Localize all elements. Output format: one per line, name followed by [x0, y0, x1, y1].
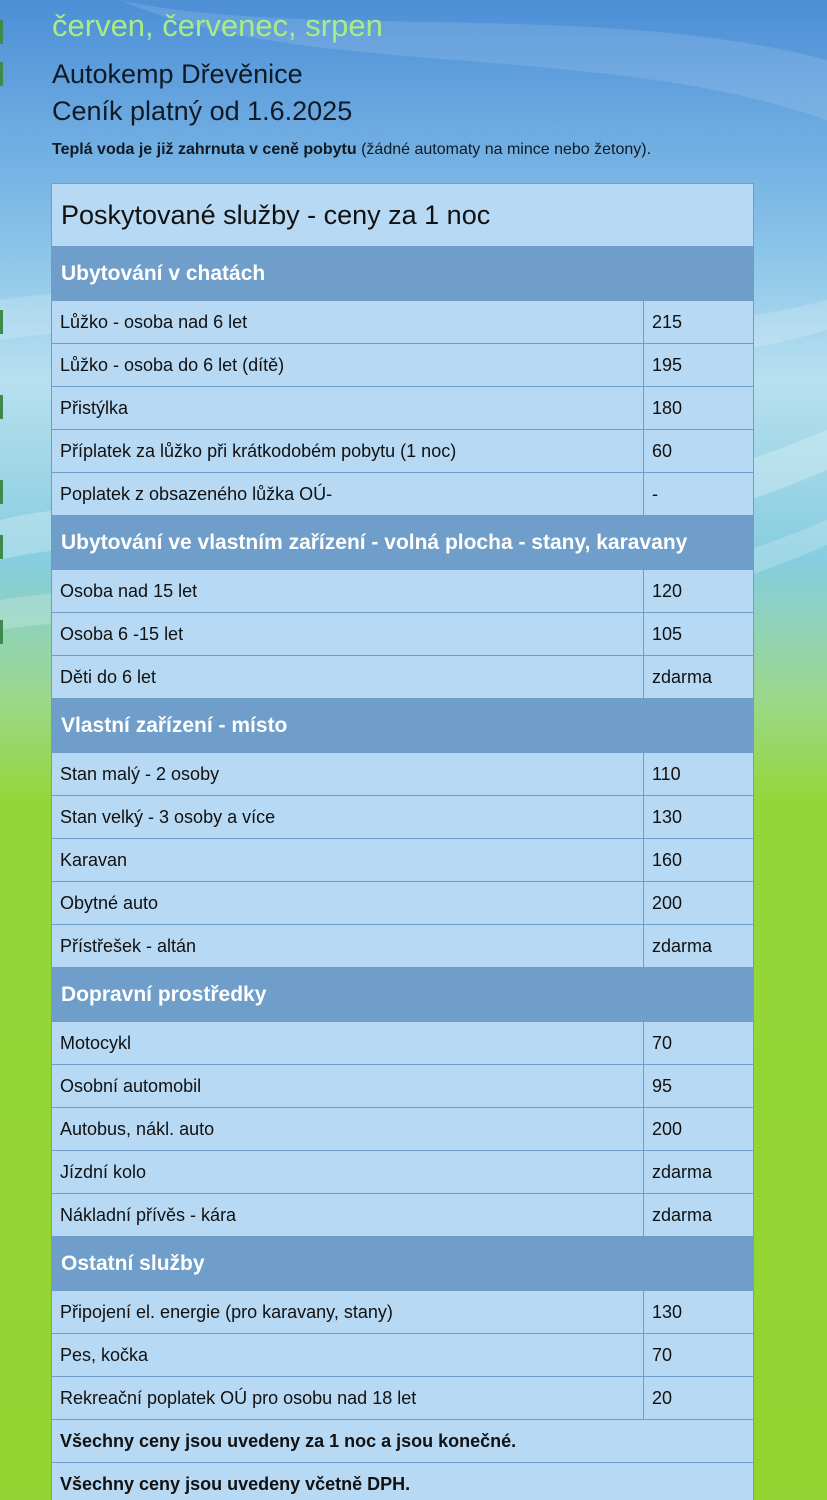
service-label: Autobus, nákl. auto [52, 1108, 644, 1151]
table-row [52, 387, 754, 430]
table-row [52, 1291, 754, 1334]
hot-water-note-bold: Teplá voda je již zahrnuta v ceně pobytu [52, 141, 357, 158]
table-row [52, 344, 754, 387]
service-label: Lůžko - osoba do 6 let (dítě) [52, 344, 644, 387]
service-price: zdarma [644, 925, 754, 968]
service-label: Osoba nad 15 let [52, 570, 644, 613]
left-edge-decoration [0, 480, 3, 504]
service-label: Stan malý - 2 osoby [52, 753, 644, 796]
camp-name: Autokemp Dřevěnice [52, 59, 303, 89]
service-price: 120 [644, 570, 754, 613]
service-price: zdarma [644, 1151, 754, 1194]
service-label: Rekreační poplatek OÚ pro osobu nad 18 let [52, 1377, 644, 1420]
service-label: Přistýlka [52, 387, 644, 430]
table-row [52, 1151, 754, 1194]
service-label: Karavan [52, 839, 644, 882]
service-price: 200 [644, 1108, 754, 1151]
table-row [52, 1377, 754, 1420]
service-price: zdarma [644, 656, 754, 699]
service-price: zdarma [644, 1194, 754, 1237]
service-price: 200 [644, 882, 754, 925]
service-label: Jízdní kolo [52, 1151, 644, 1194]
service-label: Poplatek z obsazeného lůžka OÚ- [52, 473, 644, 516]
footer-note: Všechny ceny jsou uvedeny včetně DPH. [52, 1463, 754, 1500]
service-price: 160 [644, 839, 754, 882]
left-edge-decoration [0, 535, 3, 559]
table-row [52, 1334, 754, 1377]
table-row [52, 796, 754, 839]
service-price: 70 [644, 1334, 754, 1377]
table-row [52, 925, 754, 968]
service-price: 130 [644, 1291, 754, 1334]
hot-water-note-rest: (žádné automaty na mince nebo žetony). [356, 141, 652, 158]
service-label: Připojení el. energie (pro karavany, stany) [52, 1291, 644, 1334]
hot-water-note [52, 141, 651, 159]
table-row [52, 430, 754, 473]
valid-from-title: Ceník platný od 1.6.2025 [52, 96, 353, 126]
service-label: Motocykl [52, 1022, 644, 1065]
table-row [52, 839, 754, 882]
service-price: 215 [644, 301, 754, 344]
section-header: Ubytování ve vlastním zařízení - volná plocha - stany, karavany [52, 516, 754, 570]
table-row [52, 656, 754, 699]
service-price: 60 [644, 430, 754, 473]
table-row [52, 1194, 754, 1237]
service-label: Pes, kočka [52, 1334, 644, 1377]
service-price: 95 [644, 1065, 754, 1108]
service-label: Příplatek za lůžko při krátkodobém pobytu (1 noc) [52, 430, 644, 473]
left-edge-decoration [0, 62, 3, 86]
service-label: Obytné auto [52, 882, 644, 925]
service-price: 20 [644, 1377, 754, 1420]
service-label: Přístřešek - altán [52, 925, 644, 968]
left-edge-decoration [0, 620, 3, 644]
table-row [52, 753, 754, 796]
service-price: 180 [644, 387, 754, 430]
section-header: Ostatní služby [52, 1237, 754, 1291]
table-row [52, 1022, 754, 1065]
service-label: Stan velký - 3 osoby a více [52, 796, 644, 839]
section-header: Ubytování v chatách [52, 247, 754, 301]
service-label: Osobní automobil [52, 1065, 644, 1108]
season-months: červen, červenec, srpen [52, 8, 383, 43]
service-price: 110 [644, 753, 754, 796]
table-caption: Poskytované služby - ceny za 1 noc [52, 184, 754, 247]
table-row [52, 1065, 754, 1108]
table-row [52, 882, 754, 925]
left-edge-decoration [0, 20, 3, 44]
service-label: Osoba 6 -15 let [52, 613, 644, 656]
service-price: - [644, 473, 754, 516]
section-header: Vlastní zařízení - místo [52, 699, 754, 753]
table-row [52, 1108, 754, 1151]
price-table [51, 183, 754, 1500]
service-price: 70 [644, 1022, 754, 1065]
table-row [52, 473, 754, 516]
left-edge-decoration [0, 395, 3, 419]
table-row [52, 301, 754, 344]
table-row [52, 570, 754, 613]
service-price: 130 [644, 796, 754, 839]
footer-note: Všechny ceny jsou uvedeny za 1 noc a jsou konečné. [52, 1420, 754, 1463]
left-edge-decoration [0, 310, 3, 334]
service-label: Nákladní přívěs - kára [52, 1194, 644, 1237]
service-label: Lůžko - osoba nad 6 let [52, 301, 644, 344]
service-price: 195 [644, 344, 754, 387]
service-label: Děti do 6 let [52, 656, 644, 699]
section-header: Dopravní prostředky [52, 968, 754, 1022]
table-row [52, 613, 754, 656]
service-price: 105 [644, 613, 754, 656]
